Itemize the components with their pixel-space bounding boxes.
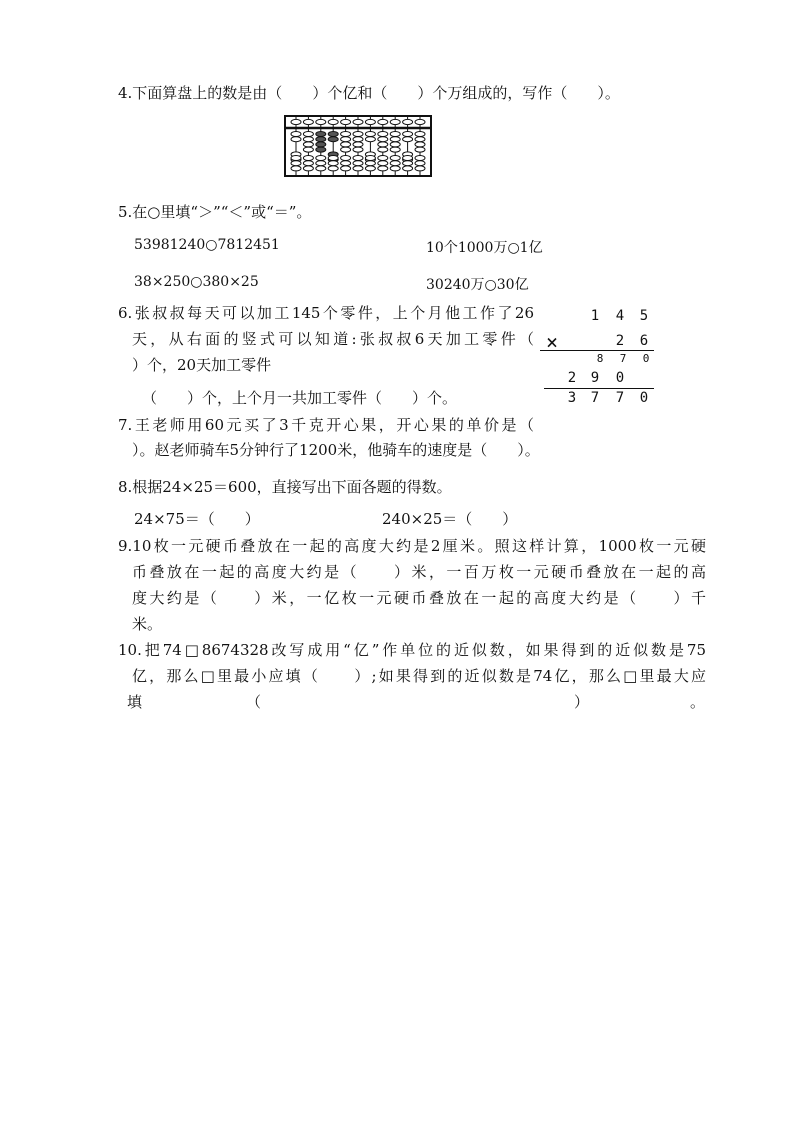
- abacus-bead: [316, 132, 326, 137]
- question-9-line3: 度大约是（ ）米，一亿枚一元硬币叠放在一起的高度大约是（ ）千: [132, 589, 706, 607]
- q8-item-2: 240×25＝（ ）: [382, 510, 518, 528]
- abacus-bead: [390, 147, 400, 152]
- abacus-bead: [403, 119, 413, 124]
- abacus-bead: [341, 147, 351, 152]
- abacus-bead: [316, 119, 326, 124]
- abacus-bead: [353, 132, 363, 137]
- calc-line: [540, 350, 654, 351]
- abacus-bead: [378, 166, 388, 171]
- abacus-bead: [291, 156, 301, 161]
- abacus-bead: [415, 161, 425, 166]
- abacus-bead: [341, 161, 351, 166]
- abacus-bead: [403, 161, 413, 166]
- abacus-bead: [303, 166, 313, 171]
- abacus-bead: [303, 147, 313, 152]
- abacus-bead: [353, 156, 363, 161]
- calc-digit: 0: [642, 352, 650, 365]
- abacus-bead: [365, 156, 375, 161]
- question-6-line4: （ ）个，上个月一共加工零件（ ）个。: [142, 389, 458, 407]
- abacus-bead: [353, 142, 363, 147]
- calc-digit: 4: [615, 308, 625, 324]
- abacus-bead: [378, 119, 388, 124]
- question-5-title: 5.在○里填“＞”“＜”或“＝”。: [118, 203, 312, 221]
- abacus-bead: [316, 147, 326, 152]
- calc-digit: 2: [615, 333, 625, 349]
- abacus-bead: [316, 156, 326, 161]
- abacus-bead: [390, 142, 400, 147]
- question-9-line2: 币叠放在一起的高度大约是（ ）米，一百万枚一元硬币叠放在一起的高: [132, 563, 706, 581]
- question-9-line4: 米。: [132, 615, 163, 633]
- q10-close-paren: ）: [574, 693, 590, 711]
- abacus-bead: [403, 166, 413, 171]
- abacus-bead: [415, 142, 425, 147]
- question-10-line2: 亿，那么□里最小应填（ ）;如果得到的近似数是74亿，那么□里最大应: [132, 667, 706, 685]
- question-7-line1: 7.王老师用60元买了3千克开心果，开心果的单价是（: [118, 416, 534, 434]
- abacus-bead: [390, 119, 400, 124]
- q10-fill-label: 填: [127, 693, 143, 711]
- abacus-bead: [390, 166, 400, 171]
- abacus-bead: [415, 166, 425, 171]
- abacus-figure: [284, 114, 432, 178]
- abacus-bead: [328, 156, 338, 161]
- abacus-bead: [291, 119, 301, 124]
- calc-digit: 0: [615, 370, 625, 386]
- calc-digit: 7: [615, 390, 625, 406]
- abacus-bead: [415, 156, 425, 161]
- abacus-bead: [328, 132, 338, 137]
- abacus-bead: [328, 166, 338, 171]
- abacus-bead: [403, 132, 413, 137]
- abacus-bead: [328, 161, 338, 166]
- abacus-bead: [316, 137, 326, 142]
- calc-digit: 7: [590, 390, 600, 406]
- abacus-bead: [365, 166, 375, 171]
- abacus-bead: [341, 132, 351, 137]
- compare-item-3: 38×250○380×25: [134, 274, 259, 290]
- calc-digit: 0: [639, 390, 649, 406]
- abacus-bead: [353, 166, 363, 171]
- q8-item-1: 24×75＝（ ）: [134, 510, 260, 528]
- abacus-bead: [365, 119, 375, 124]
- calc-digit: 7: [619, 352, 627, 365]
- vertical-multiplication: [540, 304, 660, 410]
- abacus-bead: [390, 132, 400, 137]
- abacus-bead: [303, 137, 313, 142]
- abacus-bead: [328, 137, 338, 142]
- calc-digit: 1: [590, 308, 600, 324]
- abacus-bead: [353, 119, 363, 124]
- compare-item-1: 53981240○7812451: [134, 237, 280, 253]
- abacus-bead: [403, 137, 413, 142]
- abacus-bead: [390, 156, 400, 161]
- abacus-bead: [378, 137, 388, 142]
- abacus-bead: [303, 132, 313, 137]
- abacus-bead: [415, 132, 425, 137]
- abacus-bead: [378, 156, 388, 161]
- abacus-bead: [403, 156, 413, 161]
- abacus-bead: [378, 147, 388, 152]
- abacus-bead: [303, 161, 313, 166]
- abacus-bead: [291, 137, 301, 142]
- abacus-bead: [365, 161, 375, 166]
- calc-digit: 6: [639, 333, 649, 349]
- abacus-bead: [353, 137, 363, 142]
- abacus-bead: [341, 156, 351, 161]
- abacus-bead: [316, 166, 326, 171]
- calc-digit: 3: [567, 390, 577, 406]
- abacus-bead: [378, 132, 388, 137]
- question-10-line1: 10.把74□8674328改写成用“亿”作单位的近似数，如果得到的近似数是75: [118, 641, 706, 659]
- abacus-bead: [353, 161, 363, 166]
- abacus-bead: [390, 137, 400, 142]
- question-4: 4.下面算盘上的数是由（ ）个亿和（ ）个万组成的，写作（ ）。: [118, 84, 620, 102]
- calc-digit: 9: [590, 370, 600, 386]
- abacus-bead: [415, 119, 425, 124]
- question-6-line1: 6.张叔叔每天可以加工145个零件，上个月他工作了26: [118, 304, 534, 322]
- abacus-bead: [303, 156, 313, 161]
- abacus-bead: [316, 142, 326, 147]
- abacus-bead: [378, 161, 388, 166]
- abacus-bead: [390, 161, 400, 166]
- abacus-bead: [341, 166, 351, 171]
- question-6-line2: 天，从右面的竖式可以知道:张叔叔6天加工零件（: [132, 330, 534, 348]
- question-8-title: 8.根据24×25＝600，直接写出下面各题的得数。: [118, 478, 452, 496]
- question-9-line1: 9.10枚一元硬币叠放在一起的高度大约是2厘米。照这样计算，1000枚一元硬: [118, 537, 706, 555]
- compare-item-4: 30240万○30亿: [426, 277, 529, 293]
- abacus-bead: [365, 132, 375, 137]
- q10-period: 。: [690, 693, 706, 711]
- abacus-bead: [341, 137, 351, 142]
- q10-open-paren: （: [246, 693, 262, 711]
- abacus-bead: [341, 142, 351, 147]
- abacus-bead: [328, 119, 338, 124]
- compare-item-2: 10个1000万○1亿: [426, 240, 543, 256]
- abacus-bead: [291, 161, 301, 166]
- question-6-line3: ）个，20天加工零件: [132, 356, 272, 374]
- abacus-bead: [378, 142, 388, 147]
- calc-digit: 2: [567, 370, 577, 386]
- question-7-line2: ）。赵老师骑车5分钟行了1200米，他骑车的速度是（ ）。: [132, 441, 540, 459]
- times-sign: ×: [545, 330, 559, 354]
- abacus-bead: [316, 161, 326, 166]
- abacus-bead: [415, 137, 425, 142]
- abacus-bead: [365, 137, 375, 142]
- abacus-bead: [303, 119, 313, 124]
- abacus-bead: [291, 132, 301, 137]
- abacus-bead: [303, 142, 313, 147]
- abacus-bead: [341, 119, 351, 124]
- calc-digit: 8: [596, 352, 604, 365]
- abacus-bead: [415, 147, 425, 152]
- abacus-bead: [291, 166, 301, 171]
- calc-line: [544, 388, 654, 389]
- calc-digit: 5: [639, 308, 649, 324]
- abacus-bead: [353, 147, 363, 152]
